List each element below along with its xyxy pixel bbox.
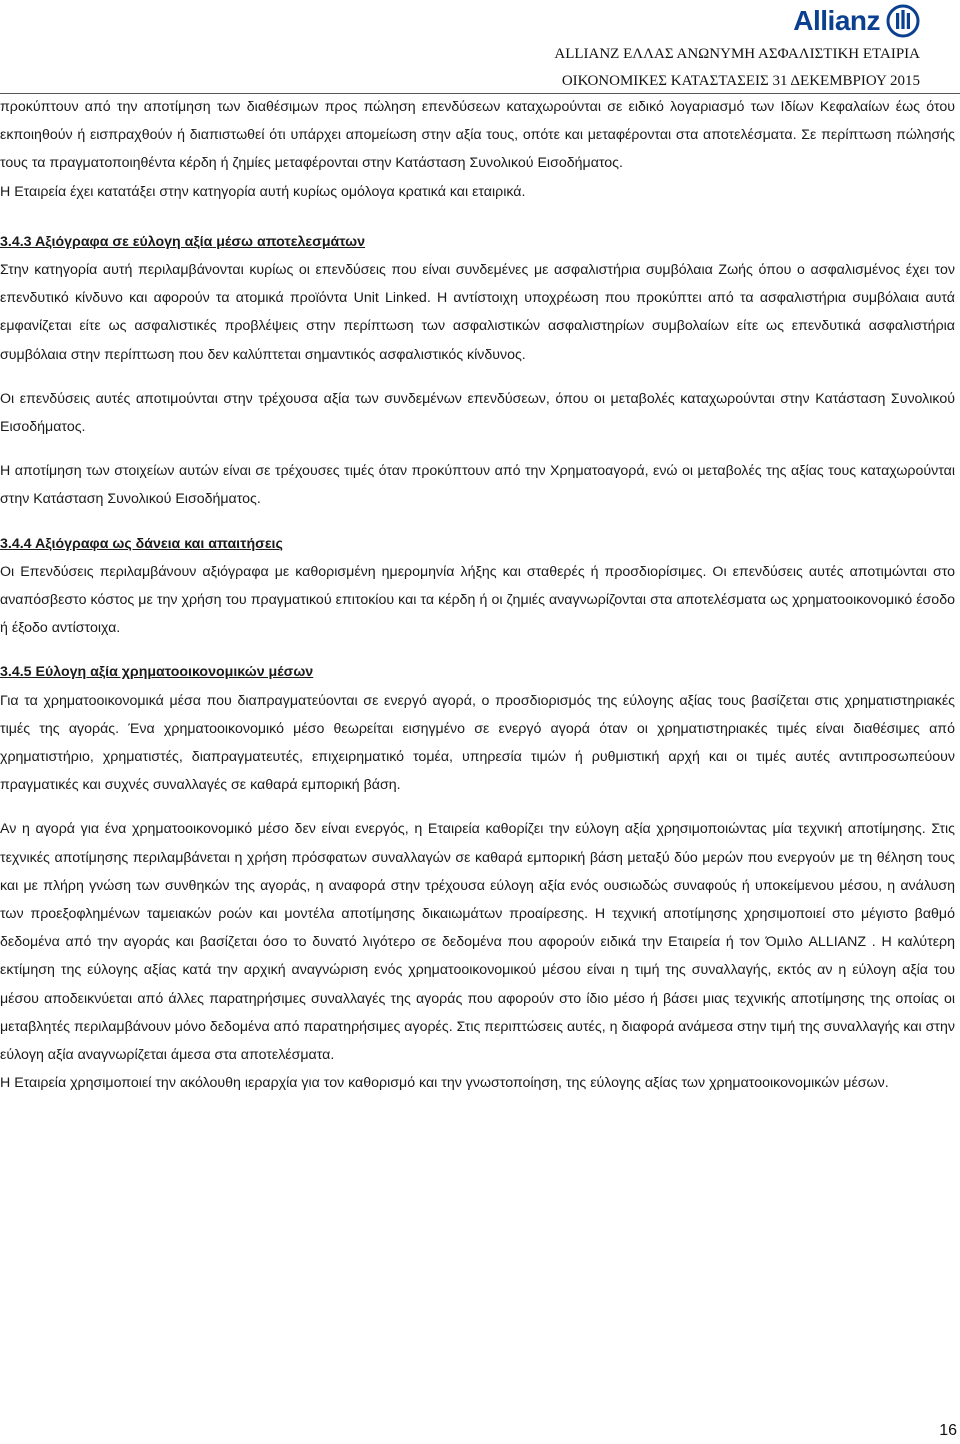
paragraph: Η Εταιρεία έχει κατατάξει στην κατηγορία αυτή κυρίως ομόλογα κρατικά και εταιρικά. [0, 183, 526, 200]
page-number: 16 [939, 1422, 957, 1439]
paragraph: Για τα χρηματοοικονομικά μέσα που διαπραγματεύονται σε ενεργό αγορά, ο προσδιορισμός της εύλογης αξίας τους βασίζεται στις χρηματιστηριακές τιμές της αγοράς. Ένα χρηματοοικονομικό μέσο θεωρείται εισηγμένο σε ενεργό αγορά όταν οι χρηματιστηριακές τιμές είναι διαθέσιμες από χρηματιστήριο, χρηματιστές, διαπραγματευτές, επιχειρηματικό τομέα, υπηρεσία τιμών ή ρυθμιστική αρχή και οι τιμές αυτές αντιπροσωπεύουν πραγματικές και συχνές συναλλαγές σε καθαρά εμπορική βάση. [0, 692, 955, 794]
section-number: 3.4.5 [0, 664, 32, 681]
section-number: 3.4.4 [0, 535, 32, 552]
company-name: ALLIANZ ΕΛΛΑΣ ΑΝΩΝΥΜΗ ΑΣΦΑΛΙΣΤΙΚΗ ΕΤΑΙΡΙΑ [554, 46, 920, 62]
logo-wordmark: Allianz [793, 5, 880, 36]
document-body [0, 93, 955, 1098]
section-title: Εύλογη αξία χρηματοοικονομικών μέσων [35, 664, 314, 681]
section-title: Αξιόγραφα ως δάνεια και απαιτήσεις [34, 535, 283, 552]
paragraph: Οι επενδύσεις αυτές αποτιμούνται στην τρέχουσα αξία των συνδεμένων επενδύσεων, όπου οι μεταβολές καταχωρούνται στην Κατάσταση Συνολικού Εισοδήματος. [0, 390, 955, 436]
section-title: Αξιόγραφα σε εύλογη αξία μέσω αποτελεσμάτων [34, 233, 366, 250]
paragraph: Η Εταιρεία χρησιμοποιεί την ακόλουθη ιεραρχία για τον καθορισμό και την γνωστοποίηση, της εύλογης αξίας των χρηματοοικονομικών μέσων. [0, 1075, 889, 1092]
allianz-eagle-icon [886, 4, 920, 38]
section-number: 3.4.3 [0, 233, 32, 250]
section-heading-3-4-4 [0, 530, 955, 558]
section-heading-3-4-3 [0, 228, 955, 256]
allianz-logo [793, 4, 920, 38]
section-heading-3-4-5 [0, 658, 955, 686]
paragraph: Στην κατηγορία αυτή περιλαμβάνονται κυρίως οι επενδύσεις που είναι συνδεμένες με ασφαλιστήρια συμβόλαια Ζωής όπου ο ασφαλισμένος έχει τον επενδυτικό κίνδυνο και αφορούν τα ατομικά προϊόντα Unit Linked. Η αντίστοιχη υποχρέωση που προκύπτει από τα ασφαλιστήρια συμβόλαια αυτά εμφανίζεται είτε ως ασφαλιστικές προβλέψεις στην περίπτωση των ασφαλιστικών ασφαλιστηρίων συμβολαίων είτε ως επενδυτικά ασφαλιστήρια συμβόλαια στην περίπτωση που δεν καλύπτεται σημαντικός ασφαλιστικός κίνδυνος. [0, 262, 955, 363]
report-title: ΟΙΚΟΝΟΜΙΚΕΣ ΚΑΤΑΣΤΑΣΕΙΣ 31 ΔΕΚΕΜΒΡΙΟΥ 2015 [561, 73, 920, 89]
paragraph: Η αποτίμηση των στοιχείων αυτών είναι σε τρέχουσες τιμές όταν προκύπτουν από την Χρηματοαγορά, ενώ οι μεταβολές της αξίας τους καταχωρούνται στην Κατάσταση Συνολικού Εισοδήματος. [0, 463, 955, 508]
paragraph: προκύπτουν από την αποτίμηση των διαθέσιμων προς πώληση επενδύσεων καταχωρούνται σε ειδικό λογαριασμό των Ιδίων Κεφαλαίων έως ότου εκποιηθούν ή εισπραχθούν ή διαπιστωθεί ότι υπάρχει απομείωση στην αξία τους, οπότε και μεταφέρονται στα αποτελέσματα. Σε περίπτωση πώλησής τους τα πραγματοποιηθέντα κέρδη ή ζημίες μεταφέρονται στην Κατάσταση Συνολικού Εισοδήματος. [0, 99, 955, 172]
paragraph: Οι Επενδύσεις περιλαμβάνουν αξιόγραφα με καθορισμένη ημερομηνία λήξης και σταθερές ή προσδιορίσιμες. Οι επενδύσεις αυτές αποτιμώνται στο αναπόσβεστο κόστος με την χρήση του πραγματικού επιτοκίου και τα κέρδη ή οι ζημιές αναγνωρίζονται στα αποτελέσματα ως χρηματοοικονομικό έσοδο ή έξοδο αντίστοιχα. [0, 563, 955, 637]
paragraph: Αν η αγορά για ένα χρηματοοικονομικό μέσο δεν είναι ενεργός, η Εταιρεία καθορίζει την εύλογη αξία χρησιμοποιώντας μία τεχνική αποτίμησης. Στις τεχνικές αποτίμησης περιλαμβάνεται η χρήση πρόσφατων συναλλαγών σε καθαρά εμπορική βάση μεταξύ δύο μερών που ενεργούν με τη θέληση τους και με πλήρη γνώση των συνθηκών της αγοράς, η αναφορά στην τρέχουσα εύλογη αξία ενός ουσιωδώς συναφούς ή υποκείμενου μέσου, η ανάλυση των προεξοφλημένων ταμειακών ροών και μοντέλα αποτίμησης δικαιωμάτων προαίρεσης. Η τεχνική αποτίμησης χρησιμοποιεί στο μέγιστο βαθμό δεδομένα από την αγοράς και βασίζεται όσο το δυνατό λιγότερο σε δεδομένα που αφορούν ειδικά την Εταιρεία ή τον Όμιλο ALLIANZ . Η καλύτερη εκτίμηση της εύλογης αξίας κατά την αρχική αναγνώριση ενός χρηματοοικονομικού μέσου είναι η τιμή της συναλλαγής, εκτός αν η εύλογη αξία του μέσου αποδεικνύεται από άλλες παρατηρήσιμες συναλλαγές της αγοράς που αφορούν στο ίδιο μέσο ή βάσει μιας τεχνικής αποτίμησης της οποίας οι μεταβλητές περιλαμβάνουν μόνο δεδομένα από παρατηρήσιμες αγορές. Στις περιπτώσεις αυτές, η διαφορά ανάμεσα στην τιμή της συναλλαγής και στην εύλογη αξία αναγνωρίζεται άμεσα στα αποτελέσματα. [0, 821, 955, 1064]
